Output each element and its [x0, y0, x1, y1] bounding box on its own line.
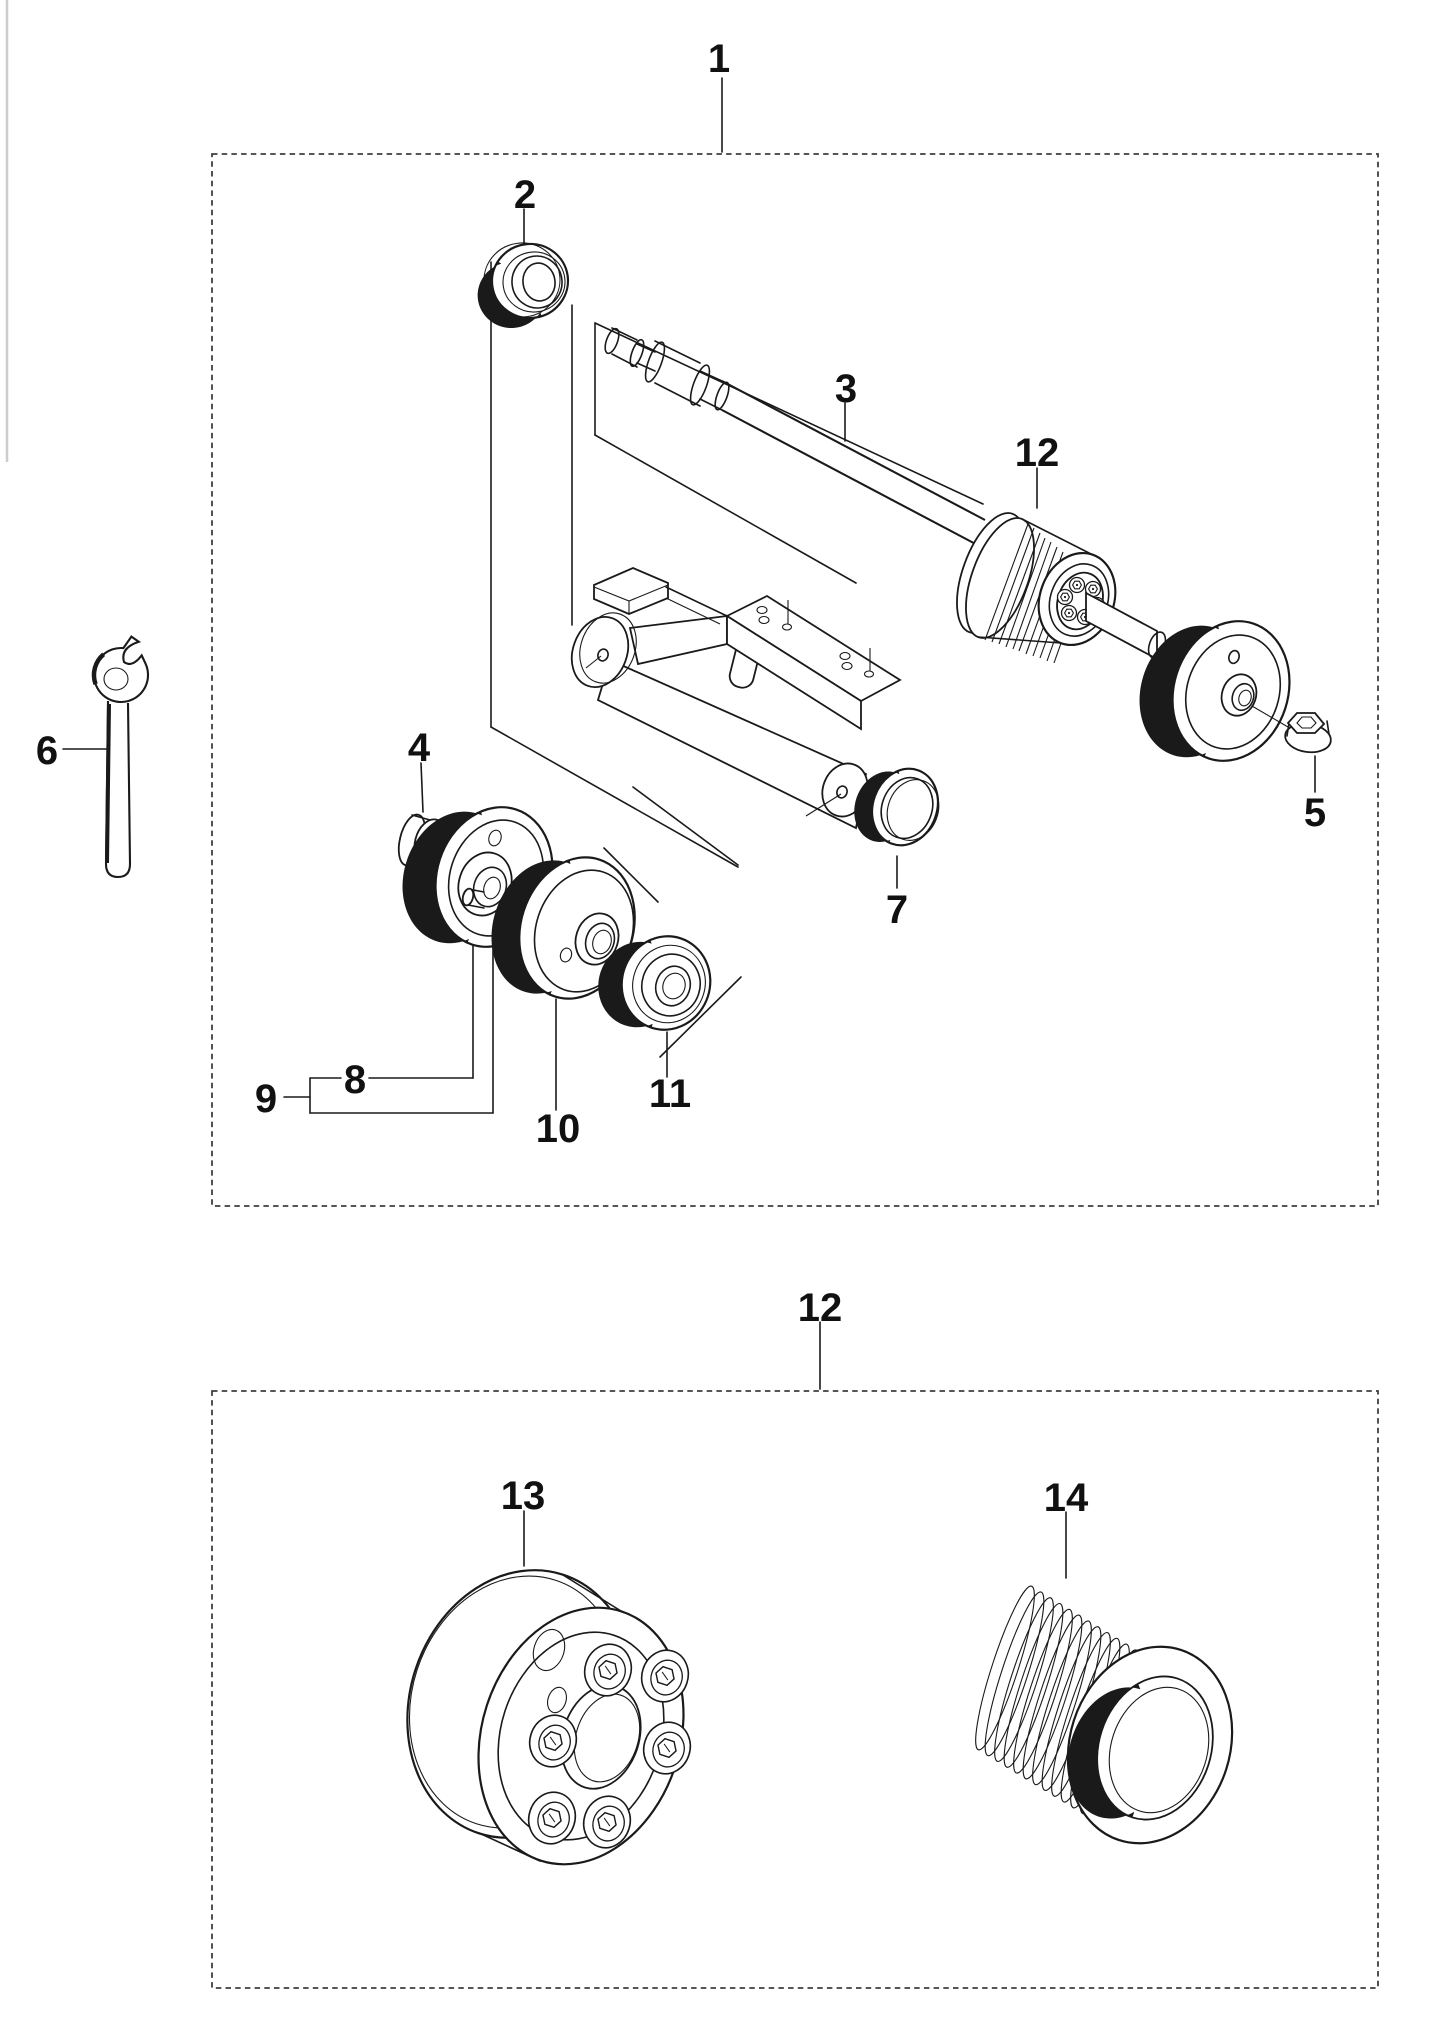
callout-4: 4	[407, 726, 431, 770]
part-12-pulley-assembly	[943, 504, 1169, 663]
callout-12-box: 12	[797, 1286, 843, 1330]
part-13-clamping-hub	[373, 1540, 715, 1891]
part-6-wrench	[94, 637, 148, 877]
callout-13: 13	[500, 1474, 546, 1518]
callout-1: 1	[707, 37, 731, 81]
part-14-ribbed-pulley	[966, 1582, 1257, 1865]
callout-2: 2	[513, 173, 537, 217]
callout-8: 8	[343, 1058, 367, 1102]
callout-labels	[36, 37, 1326, 1520]
callout-6: 6	[35, 729, 59, 773]
callout-11: 11	[648, 1072, 692, 1116]
callout-10: 10	[535, 1107, 581, 1151]
part-2-bearing	[473, 238, 573, 332]
callout-12-assembly: 12	[1014, 431, 1060, 475]
callout-9: 9	[254, 1077, 278, 1121]
callout-5: 5	[1303, 791, 1327, 835]
shaft-stub	[1086, 593, 1157, 659]
part-7-housing	[562, 568, 948, 855]
callout-3: 3	[834, 367, 858, 411]
part-3-shaft	[602, 327, 985, 549]
callout-7: 7	[885, 888, 909, 932]
part-5-nut	[1283, 713, 1332, 755]
callout-14: 14	[1043, 1476, 1089, 1520]
